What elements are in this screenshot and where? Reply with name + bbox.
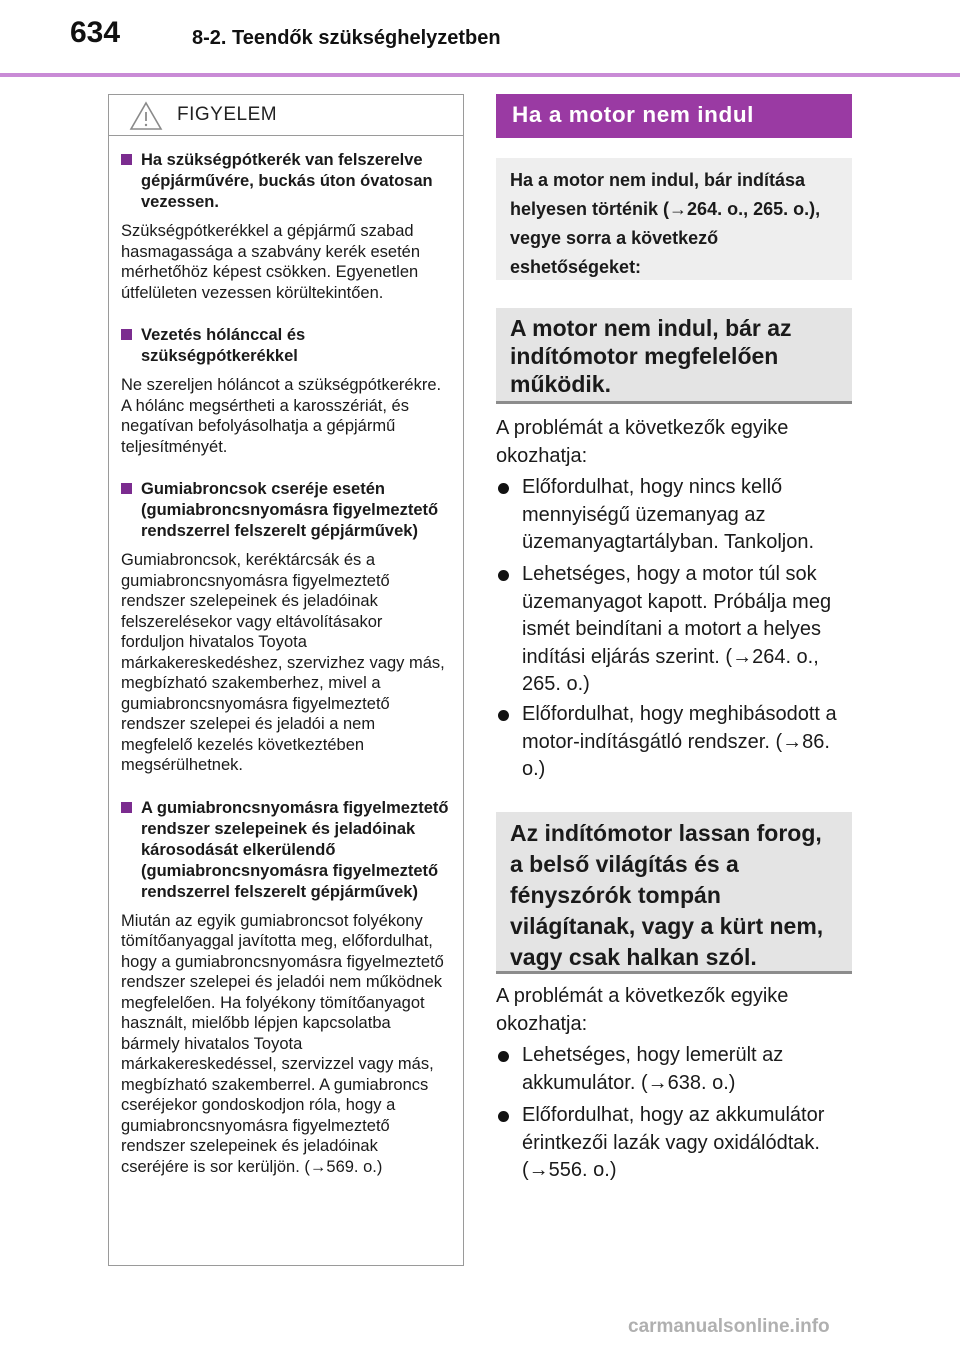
subsection-title: Az indítómotor lassan forog, a belső világítás és a fényszórók tompán világítanak, vagy a kürt nem, vagy csak halkan szól. <box>510 820 824 970</box>
page-number: 634 <box>70 16 121 49</box>
caution-body <box>109 136 463 1177</box>
bullet-dot-icon <box>498 710 509 721</box>
intro-text: Ha a motor nem indul, bár indítása helyesen történik (→264. o., 265. o.), vegye sorra a következő eshetőségeket: <box>510 170 821 277</box>
caution-text: Szükségpótkerékkel a gépjármű szabad hasmagassága a szabvány kerék esetén mérhetőhöz képest csökken. Egyenetlen útfelületen vezessen körültekintően. <box>121 222 421 302</box>
subsection-title: A motor nem indul, bár az indítómotor megfelelően működik. <box>510 315 792 397</box>
caution-box <box>108 94 464 1266</box>
caution-heading: A gumiabroncsnyomásra figyelmeztető rendszer szelepeinek és jeladóinak károsodását elkerülendő (gumiabroncsnyomásra figyelmeztető rendszerrel felszerelt gépjárművek) <box>121 798 449 903</box>
intro-box <box>496 158 852 280</box>
warning-triangle-icon <box>129 101 163 131</box>
caution-text: Ne szereljen hóláncot a szükségpótkerékre. A hólánc megsértheti a karosszériát, és negatívan befolyásolhatja a gépjármű teljesítményét. <box>121 376 442 456</box>
section-banner <box>496 94 852 138</box>
caution-title: FIGYELEM <box>177 104 278 125</box>
caution-heading: Vezetés hólánccal és szükségpótkerékkel <box>121 325 449 367</box>
square-bullet-icon <box>121 154 132 165</box>
caution-text: Miután az egyik gumiabroncsot folyékony tömítőanyaggal javította meg, előfordulhat, hogy a gumiabroncsnyomásra figyelmeztető rendszer szelepei és jeladói nem működnek megfelelően. Ha folyékony tömítőanyagot használt, mielőbb lépjen kapcsolatba bármely hivatalos Toyota márkakereskedéssel, szervizzel vagy más, megbízható szakemberrel. A gumiabroncs cseréjekor gondoskodjon róla, hogy a gumiabroncsnyomásra figyelmeztető rendszer szelepeinek és jeladóinak cseréjére is sor kerüljön. (→569. o.) <box>121 911 444 1176</box>
caution-header <box>109 95 463 136</box>
caution-heading: Ha szükségpótkerék van felszerelve gépjárművére, buckás úton óvatosan vezessen. <box>121 150 449 213</box>
bullet-dot-icon <box>498 483 509 494</box>
square-bullet-icon <box>121 802 132 813</box>
header-rule <box>0 73 960 77</box>
square-bullet-icon <box>121 329 132 340</box>
page-header <box>0 0 960 80</box>
square-bullet-icon <box>121 483 132 494</box>
list-item: Lehetséges, hogy lemerült az akkumulátor. (→638. o.) <box>496 1042 856 1097</box>
list-item: Előfordulhat, hogy meghibásodott a motor-indításgátló rendszer. (→86. o.) <box>496 701 856 784</box>
watermark: carmanualsonline.info <box>628 1316 830 1337</box>
lead-paragraph: A problémát a következők egyike okozhatja: <box>496 417 789 467</box>
caution-text: Gumiabroncsok, keréktárcsák és a gumiabroncsnyomásra figyelmeztető rendszer szelepeinek és jeladóinak felszerelésekor vagy eltávolításakor forduljon hivatalos Toyota márkakereskedéshez, szervizhez vagy más, megbízható szakemberhez, mivel a gumiabroncsnyomásra figyelmeztető rendszer szelepei és jeladói a nem megfelelő kezelés következtében megsérülhetnek. <box>121 551 445 774</box>
bullet-dot-icon <box>498 1111 509 1122</box>
caution-heading: Gumiabroncsok cseréje esetén (gumiabroncsnyomásra figyelmeztető rendszerrel felszerelt gépjárművek) <box>121 479 449 542</box>
lead-paragraph: A problémát a következők egyike okozhatja: <box>496 985 789 1035</box>
list-item: Lehetséges, hogy a motor túl sok üzemanyagot kapott. Próbálja meg ismét beindítani a motort a helyes indítási eljárás szerint. (→264. o., 265. o.) <box>496 561 856 699</box>
subsection-heading <box>496 812 852 974</box>
subsection-heading <box>496 308 852 404</box>
list-item: Előfordulhat, hogy az akkumulátor érintkezői lazák vagy oxidálódtak. (→556. o.) <box>496 1102 856 1185</box>
bullet-dot-icon <box>498 1051 509 1062</box>
list-item: Előfordulhat, hogy nincs kellő mennyiségű üzemanyag az üzemanyagtartályban. Tankoljon. <box>496 474 856 557</box>
section-title: 8-2. Teendők szükséghelyzetben <box>192 27 501 49</box>
bullet-dot-icon <box>498 570 509 581</box>
banner-title: Ha a motor nem indul <box>512 102 755 127</box>
